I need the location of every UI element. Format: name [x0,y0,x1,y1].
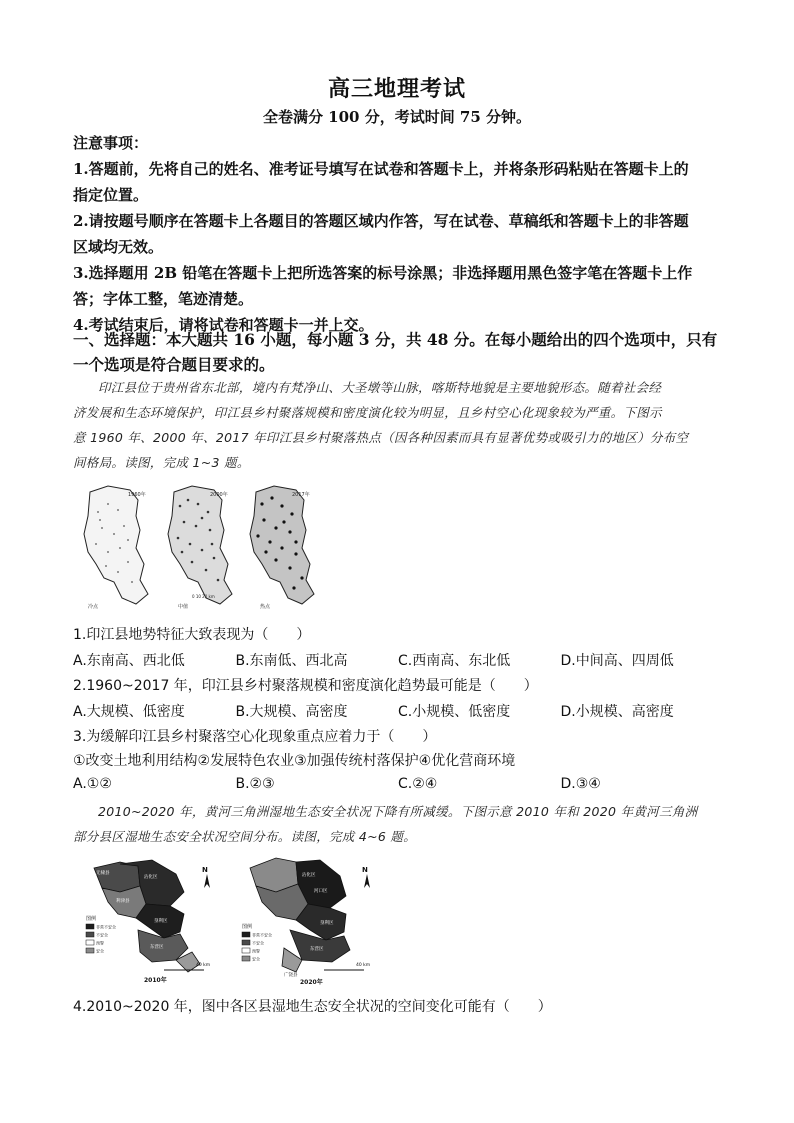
map-scale: 40 km [356,963,371,968]
legend-title: 图例 [242,924,253,930]
passage-2 [73,799,723,849]
map-year-label: 1960年 [128,492,146,498]
passage-line: 间格局。读图，完成 1~3 题。 [73,455,250,470]
legend-item: 安全 [252,956,260,962]
passage-1 [73,375,723,475]
question-1-options [73,650,723,670]
option-b[interactable]: B.②③ [235,776,275,792]
section-heading [73,327,723,377]
notice-item: 4.考试结束后，请将试卷和答题卡一并上交。 [73,316,374,334]
region-label: 东营区 [150,945,164,950]
option-c[interactable]: C.小规模、低密度 [398,704,511,720]
notice-item: 1.答题前，先将自己的姓名、准考证号填写在试卷和答题卡上，并将条形码粘贴在答题卡上的 [73,160,689,178]
passage-line: 济发展和生态环境保护，印江县乡村聚落规模和密度演化较为明显，且乡村空心化现象较为严重。下图示 [73,405,662,420]
question-2-stem: 2.1960~2017 年，印江县乡村聚落规模和密度演化趋势最可能是（ ） [73,678,538,694]
north-arrow-icon [204,874,210,888]
passage-line: 2010~2020 年，黄河三角洲湿地生态安全状况下降有所减缓。下图示意 2010 年和 2020 年黄河三角洲 [98,804,698,819]
notice-item: 3.选择题用 2B 铅笔在答题卡上把所选答案的标号涂黑；非选择题用黑色签字笔在答题卡上作 [73,264,693,282]
map-2020 [242,858,370,986]
option-b[interactable]: B.大规模、高密度 [235,704,348,720]
notice-heading: 注意事项： [73,134,149,152]
region-label: 东营区 [310,947,324,952]
legend-item: 预警 [96,940,104,946]
passage-line: 部分县区湿地生态安全状况空间分布。读图，完成 4~6 题。 [73,829,417,844]
notice-block [73,130,723,338]
map-2000 [168,486,232,610]
notice-item: 答；字体工整，笔迹清楚。 [73,290,254,308]
north-arrow-icon [364,874,370,888]
map-year-label: 2010年 [144,977,167,984]
question-3-options [73,776,723,792]
legend-title: 图例 [86,916,97,922]
north-arrow-label: N [202,866,208,874]
section-line: 一、选择题：本大题共 16 小题，每小题 3 分，共 48 分。在每小题给出的四个选项中，只有 [73,330,718,349]
region-label: 河口区 [314,889,328,894]
option-c[interactable]: C.西南高、东北低 [398,653,511,669]
exam-title: 高三地理考试 [327,76,466,102]
option-c[interactable]: C.②④ [398,776,438,792]
passage-line: 意 1960 年、2000 年、2017 年印江县乡村聚落热点（因各种因素而具有显著优势或吸引力的地区）分布空 [73,430,689,445]
map-year-label: 2000年 [210,492,228,498]
option-a[interactable]: A.①② [73,776,112,792]
region-label: 利津县 [116,899,130,904]
option-a[interactable]: A.大规模、低密度 [73,704,185,720]
map-year-label: 2017年 [292,492,310,498]
legend-item: 非常不安全 [96,924,116,930]
legend-hot-label: 热点 [260,604,271,610]
legend-item: 非常不安全 [252,932,272,938]
question-3-stem: 3.为缓解印江县乡村聚落空心化现象重点应着力于（ ） [73,729,437,745]
question-4-stem: 4.2010~2020 年，图中各区县湿地生态安全状况的空间变化可能有（ ） [73,999,552,1015]
legend-item: 安全 [96,948,104,954]
legend-item: 不安全 [96,932,108,938]
option-a[interactable]: A.东南高、西北低 [73,653,185,669]
legend-mid-label: 中值 [178,604,189,610]
map-1960 [84,486,148,610]
notice-item: 区域均无效。 [73,238,164,256]
region-label: 垦利区 [320,921,334,926]
region-label: 沾化区 [302,873,316,878]
option-d[interactable]: D.③④ [560,776,601,792]
question-2-options [73,701,723,721]
legend-cold-label: 冷点 [88,604,99,610]
region-label: 沾化区 [144,875,158,880]
exam-subtitle: 全卷满分 100 分，考试时间 75 分钟。 [262,108,532,126]
passage-line: 印江县位于贵州省东北部，境内有梵净山、大圣墩等山脉，喀斯特地貌是主要地貌形态。随着社会经 [98,380,662,395]
region-label: 广饶县 [284,973,298,978]
map-2010 [86,860,210,984]
option-b[interactable]: B.东南低、西北高 [235,653,348,669]
legend-item: 不安全 [252,940,264,946]
question-1-stem: 1.印江县地势特征大致表现为（ ） [73,627,311,643]
notice-item: 指定位置。 [73,186,149,204]
map-year-label: 2020年 [300,979,323,986]
north-arrow-label: N [362,866,368,874]
wetland-safety-maps [80,852,380,988]
region-label: 无棣县 [96,871,110,876]
map-2017 [250,486,314,610]
legend-item: 预警 [252,948,260,954]
notice-item: 2.请按题号顺序在答题卡上各题目的答题区域内作答，写在试卷、草稿纸和答题卡上的非答题 [73,212,689,230]
region-label: 垦利区 [154,919,168,924]
settlement-hotspot-maps [78,482,318,614]
section-line: 一个选项是符合题目要求的。 [73,355,275,374]
map-scale: 0 10 20 km [192,594,215,599]
question-3-sub-options: ①改变土地利用结构②发展特色农业③加强传统村落保护④优化营商环境 [73,753,516,769]
map-scale: 40 km [196,963,211,968]
option-d[interactable]: D.小规模、高密度 [560,704,674,720]
option-d[interactable]: D.中间高、四周低 [560,653,674,669]
